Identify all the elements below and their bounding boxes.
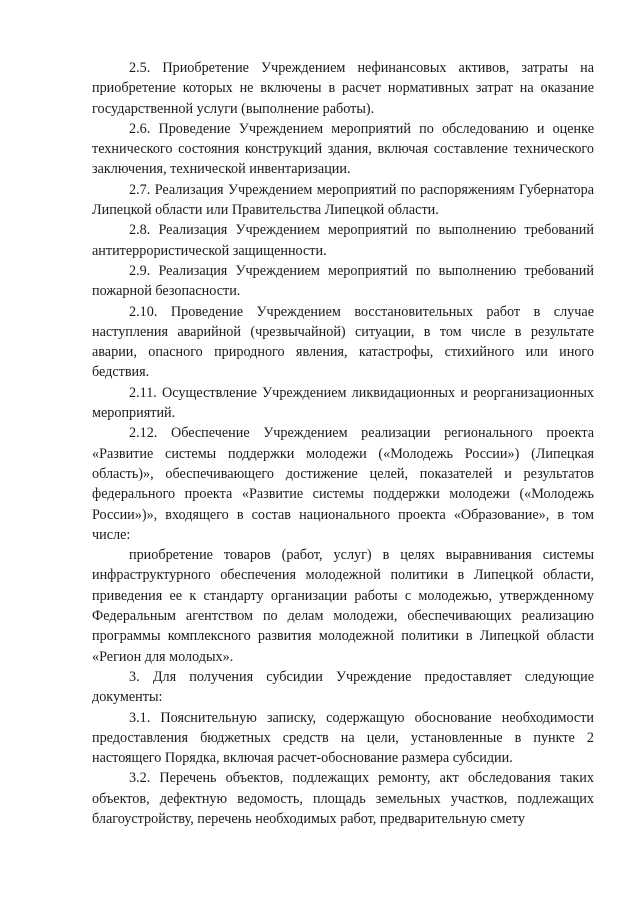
paragraph-2-6: 2.6. Проведение Учреждением мероприятий по обследованию и оценке технического состояния конструкций здания, включая составление технического заключения, технической инвентаризации. [92,120,594,178]
paragraph-2-12: 2.12. Обеспечение Учреждением реализации регионального проекта «Развитие системы поддержки молодежи («Молодежь России») (Липецкая область)», обеспечивающего достижение целей, показателей и результатов федерального проекта «Развитие системы поддержки молодежи («Молодежь России»)», входящего в состав национального проекта «Образование», в том числе: [92,425,594,543]
paragraph-2-9: 2.9. Реализация Учреждением мероприятий по выполнению требований пожарной безопасности. [92,262,594,300]
paragraph-3-1: 3.1. Пояснительную записку, содержащую обоснование необходимости предоставления бюджетных средств на цели, установленные в пункте 2 настоящего Порядка, включая расчет-обоснование размера субсидии. [92,709,594,767]
paragraph-2-7: 2.7. Реализация Учреждением мероприятий по распоряжениям Губернатора Липецкой области или Правительства Липецкой области. [92,181,594,219]
paragraph-3: 3. Для получения субсидии Учреждение предоставляет следующие документы: [92,668,594,706]
paragraph-3-2: 3.2. Перечень объектов, подлежащих ремонту, акт обследования таких объектов, дефектную ведомость, площадь земельных участков, подлежащих благоустройству, перечень необходимых работ, предварительную смету [92,770,594,827]
paragraph-2-5: 2.5. Приобретение Учреждением нефинансовых активов, затраты на приобретение которых не включены в расчет нормативных затрат на оказание государственной услуги (выполнение работы). [92,60,594,117]
document-body [92,58,594,829]
paragraph-2-12-subitem: приобретение товаров (работ, услуг) в целях выравнивания системы инфраструктурного обеспечения молодежной политики в Липецкой области, приведения ее к стандарту организации работы с молодежью, утвержденному Федеральным агентством по делам молодежи, обеспечивающих реализацию программы комплексного развития молодежной политики в Липецкой области «Регион для молодых». [92,547,594,665]
paragraph-2-8: 2.8. Реализация Учреждением мероприятий по выполнению требований антитеррористической защищенности. [92,222,594,259]
paragraph-2-10: 2.10. Проведение Учреждением восстановительных работ в случае наступления аварийной (чрезвычайной) ситуации, в том числе в результате аварии, опасного природного явления, катастрофы, стихийного или иного бедствия. [92,303,594,381]
paragraph-2-11: 2.11. Осуществление Учреждением ликвидационных и реорганизационных мероприятий. [92,384,594,422]
